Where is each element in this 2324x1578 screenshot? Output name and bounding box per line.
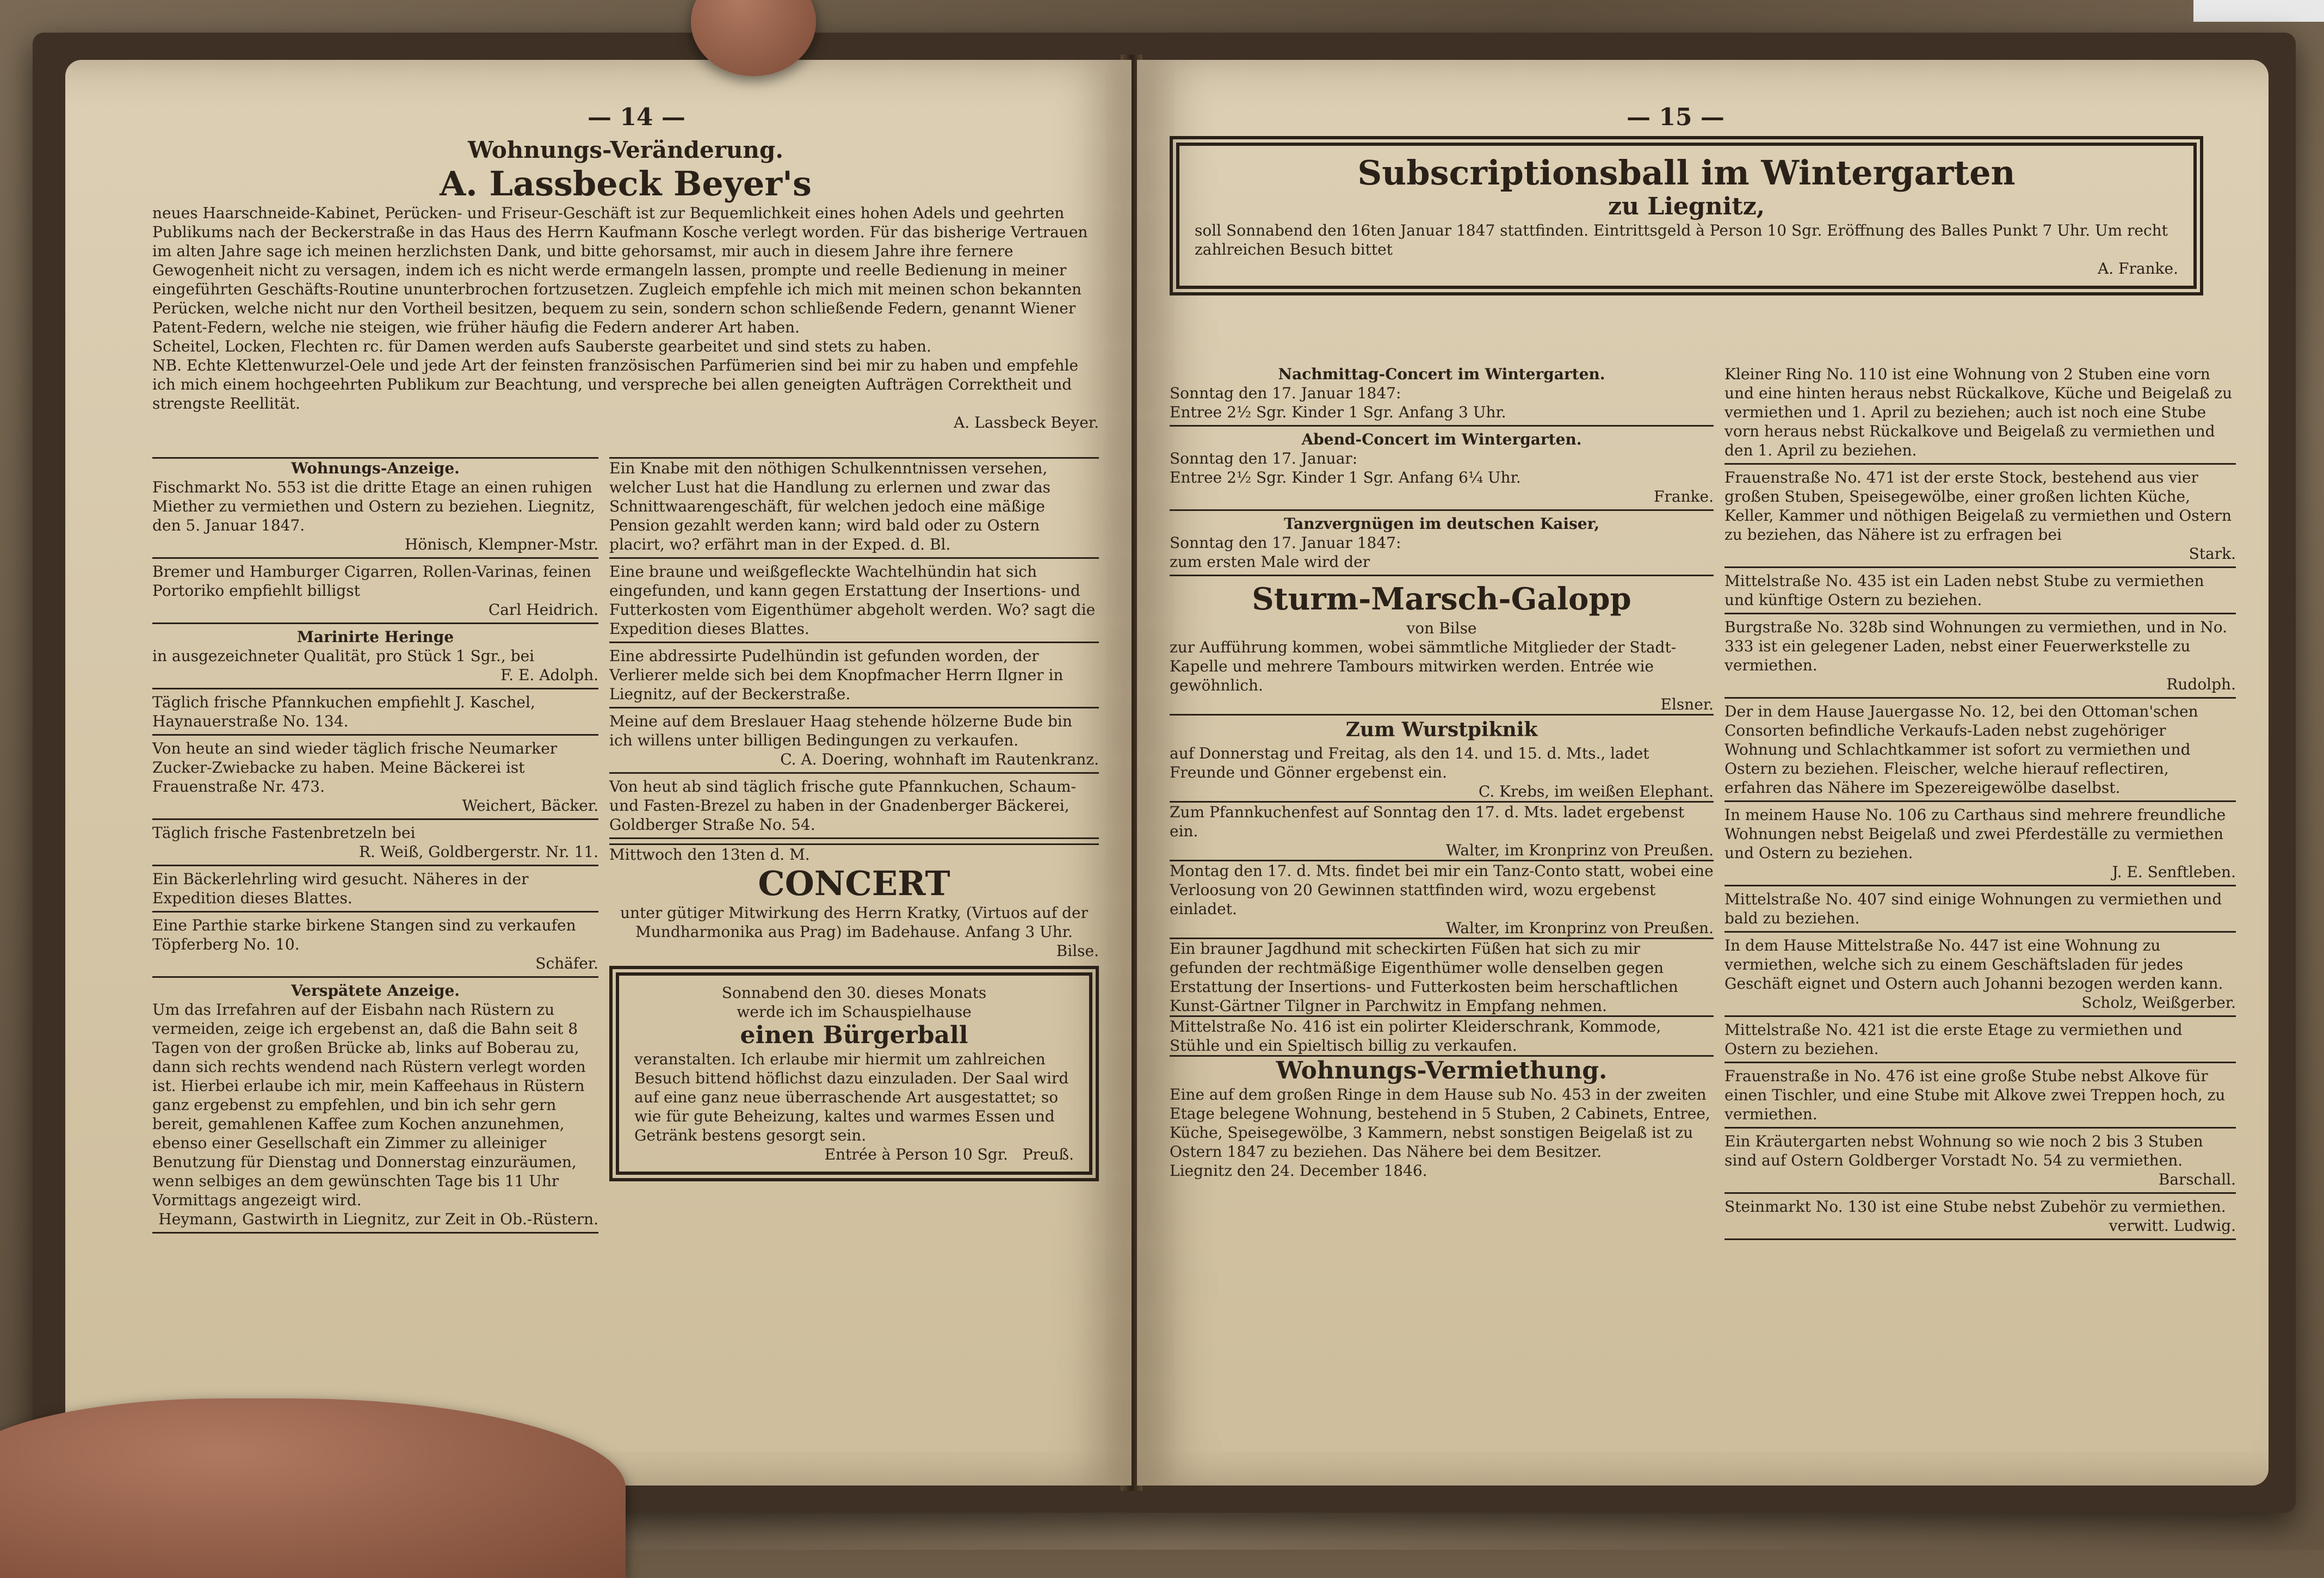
- ad-divider: [1725, 1127, 2236, 1129]
- ad-item: [152, 627, 598, 689]
- ad-sign: Stark.: [2189, 545, 2236, 563]
- ad-item: [1725, 365, 2236, 465]
- ad-text: Täglich frische Pfannkuchen empfiehlt J. Kaschel, Haynauerstraße No. 134.: [152, 693, 535, 730]
- ad-list: [1725, 365, 2236, 1240]
- ad-item: [1725, 1067, 2236, 1129]
- page-number: — 15 —: [1627, 103, 1725, 131]
- ad-text: Täglich frische Fastenbretzeln bei: [152, 824, 416, 842]
- left-column-1: [152, 457, 598, 1237]
- wurst-title: Zum Wurstpiknik: [1345, 718, 1538, 741]
- galopp-text: zur Aufführung kommen, wobei sämmtliche Mitglieder der Stadt-Kapelle und mehrere Tambours mitwirken werden. Entrée wie gewöhnlich.: [1170, 638, 1677, 694]
- ad-sign: C. A. Doering, wohnhaft im Rautenkranz.: [780, 750, 1099, 768]
- ad-title: Marinirte Heringe: [296, 628, 454, 646]
- ad-divider: [152, 688, 598, 689]
- hand: [0, 1398, 626, 1578]
- ad-title: Nachmittag-Concert im Wintergarten.: [1278, 365, 1605, 383]
- ad-divider: [1725, 463, 2236, 465]
- ad-item: [1725, 805, 2236, 886]
- paper-slip: [2193, 0, 2324, 22]
- ad-divider: [152, 818, 598, 820]
- concert-ad: [609, 845, 1099, 960]
- ad-divider: [1725, 1062, 2236, 1063]
- ad-text: Scheitel, Locken, Flechten rc. für Damen werden aufs Sauberste gearbeitet und sind stets zu haben.: [152, 337, 931, 355]
- ad-item: [1170, 430, 1714, 511]
- ad-item: [152, 693, 598, 736]
- ad-item: [609, 712, 1099, 774]
- ad-sign: F. E. Adolph.: [500, 666, 598, 684]
- ad-item: [152, 459, 598, 559]
- shop-name: A. Lassbeck Beyer's: [440, 164, 812, 204]
- rental-date: Liegnitz den 24. December 1846.: [1170, 1162, 1427, 1180]
- ad-divider: [1170, 425, 1714, 427]
- ad-divider: [1725, 1238, 2236, 1240]
- ad-sign: J. E. Senftleben.: [2112, 863, 2236, 881]
- ad-item: [152, 981, 598, 1234]
- ad-item: [1170, 514, 1714, 576]
- ad-divider: [1725, 1192, 2236, 1194]
- ad-item: [152, 823, 598, 866]
- page-number: — 14 —: [588, 103, 685, 131]
- ad-list: [1170, 365, 1714, 576]
- ad-divider: [152, 734, 598, 736]
- ad-title: Tanzvergnügen im deutschen Kaiser,: [1283, 515, 1600, 533]
- ad-item: [1170, 365, 1714, 427]
- ad-text: in ausgezeichneter Qualität, pro Stück 1 Sgr., bei: [152, 647, 535, 665]
- ad-divider: [609, 772, 1099, 774]
- ad-item: [1725, 468, 2236, 568]
- ad-divider: [152, 622, 598, 624]
- ball-signature: Preuß.: [1022, 1145, 1074, 1163]
- ad-title: Wohnungs-Anzeige.: [291, 459, 460, 477]
- concert-title: CONCERT: [758, 864, 950, 903]
- ball-line: Sonnabend den 30. dieses Monats: [721, 984, 987, 1002]
- rental-title: Wohnungs-Vermiethung.: [1276, 1057, 1608, 1084]
- ad-item: [1725, 702, 2236, 802]
- ad-text: Mittelstraße No. 435 ist ein Laden nebst Stube zu vermiethen und künftige Ostern zu beziehen.: [1725, 572, 2204, 609]
- ad-item: [152, 562, 598, 624]
- ad-divider: [1725, 697, 2236, 699]
- ad-divider: [609, 837, 1099, 839]
- ad-item: [1725, 1132, 2236, 1194]
- ad-divider: [152, 865, 598, 866]
- ad-body: Entree 2½ Sgr. Kinder 1 Sgr. Anfang 6¼ Uhr.: [1170, 469, 1521, 486]
- galopp-composer: von Bilse: [1406, 619, 1477, 637]
- ad-text: Mittelstraße No. 407 sind einige Wohnungen zu vermiethen und bald zu beziehen.: [1725, 890, 2222, 927]
- ad-text: In dem Hause Mittelstraße No. 447 ist eine Wohnung zu vermiethen, welche sich zu einem Geschäftsladen für jedes Geschäft eignet und Ostern auch Johanni bezogen werden kann.: [1725, 936, 2223, 993]
- ad-divider: [1725, 931, 2236, 933]
- ad-divider: [1725, 885, 2236, 886]
- ball-text: soll Sonnabend den 16ten Januar 1847 stattfinden. Eintrittsgeld à Person 10 Sgr. Eröffnung des Balles Punkt 7 Uhr. Um recht zahlreichen Besuch bittet: [1195, 221, 2168, 258]
- ad-text: NB. Echte Klettenwurzel-Oele und jede Art der feinsten französischen Parfümerien sind bei mir zu haben und empfehle ich mich einem hochgeehrten Publikum zur Beachtung, und verspreche bei allen geneigten Aufträgen Correktheit und strengste Reellität.: [152, 356, 1079, 412]
- ad-divider: [152, 1232, 598, 1234]
- ad-text: Mittelstraße No. 421 ist die erste Etage zu vermiethen und Ostern zu beziehen.: [1725, 1021, 2183, 1058]
- galopp-signature: Elsner.: [1660, 695, 1714, 713]
- ad-divider: [1170, 575, 1714, 576]
- ad-text: Frauenstraße No. 471 ist der erste Stock, bestehend aus vier großen Stuben, Speisegewölbe, einer großen lichten Küche, Keller, Kammer und nöthigen Beigelaß zu vermiethen und Ostern zu beziehen, das Nähere ist zu erfragen bei: [1725, 469, 2232, 544]
- ad-divider: [1725, 566, 2236, 568]
- ad-sign: Hönisch, Klempner-Mstr.: [404, 535, 598, 553]
- ad-list: [152, 459, 598, 1234]
- ad-item: [152, 739, 598, 820]
- ad-text: Sonntag den 17. Januar 1847:: [1170, 384, 1401, 402]
- shop-ad: [152, 136, 1099, 432]
- ad-item: [1725, 1020, 2236, 1063]
- ad-text: Steinmarkt No. 130 ist eine Stube nebst Zubehör zu vermiethen.: [1725, 1198, 2226, 1216]
- galopp-title: Sturm-Marsch-Galopp: [1252, 581, 1631, 617]
- ad-text: Ein Bäckerlehrling wird gesucht. Näheres in der Expedition dieses Blattes.: [152, 870, 529, 907]
- right-page: [1137, 60, 2269, 1485]
- ad-text: Um das Irrefahren auf der Eisbahn nach Rüstern zu vermeiden, zeige ich ergebenst an, daß die Bahn seit 8 Tagen von der großen Brücke ab, links auf Boberau zu, dann sich rechts wendend nach Rüstern verlegt worden ist. Hierbei erlaube ich mir, mein Kaffeehaus in Rüstern ganz ergebenst zu empfehlen, und bin ich sehr gern bereit, gemahlenen Kaffee zum Kochen anzunehmen, ebenso einer Gesellschaft ein Zimmer zu alleiniger Benutzung für Dienstag und Donnerstag einzuräumen, wenn selbiges an dem gewünschten Tage bis 11 Uhr Vormittags angezeigt wird.: [152, 1001, 586, 1209]
- ad-sign: Scholz, Weißgerber.: [2081, 994, 2236, 1012]
- ball-city: zu Liegnitz,: [1608, 193, 1765, 220]
- ad-divider: [609, 557, 1099, 559]
- ad-text: Bremer und Hamburger Cigarren, Rollen-Varinas, feinen Portoriko empfiehlt billigst: [152, 563, 591, 600]
- left-column-2: [609, 457, 1099, 1181]
- ad-divider: [609, 707, 1099, 708]
- ad-sign: Barschall.: [2158, 1170, 2236, 1188]
- ad-text: neues Haarschneide-Kabinet, Perücken- und Friseur-Geschäft ist zur Bequemlichkeit eines hohen Adels und geehrten Publikums nach der Beckerstraße in das Haus des Herrn Kaufmann Kosche verlegt worden. Für das bisherige Vertrauen im alten Jahre sage ich meinen herzlichsten Dank, und bitte gehorsamst, mir auch in diesem Jahre ihre fernere Gewogenheit nicht zu versagen, indem ich es nicht werde ermangeln lassen, prompte und reelle Bedienung in meiner eingeführten Geschäfts-Routine ununterbrochen fortzusetzen. Zugleich empfehle ich mich mit meinen schon bekannten Perücken, welche nicht nur den Vortheil besitzen, bequem zu sein, sondern schon schließende Federn, genannt Wiener Patent-Federn, welche nie steigen, wie früher häufig die Federn anderer Art haben.: [152, 204, 1088, 336]
- left-page: [65, 60, 1132, 1485]
- ad-text: Sonntag den 17. Januar 1847:: [1170, 534, 1401, 552]
- ad-item: [609, 646, 1099, 708]
- ad-divider: [609, 642, 1099, 643]
- tanz-text: Montag den 17. d. Mts. findet bei mir ein Tanz-Conto statt, wobei eine Verloosung von 20 Gewinnen stattfinden wird, wozu ergebenst einladet.: [1170, 862, 1714, 918]
- ad-text: Eine abdressirte Pudelhündin ist gefunden worden, der Verlierer melde sich bei dem Knopfmacher Herrn Ilgner in Liegnitz, auf der Beckerstraße.: [609, 647, 1064, 703]
- ad-text: Eine Parthie starke birkene Stangen sind zu verkaufen Töpferberg No. 10.: [152, 916, 576, 953]
- ad-sign: verwitt. Ludwig.: [2109, 1217, 2236, 1235]
- ad-text: Der in dem Hause Jauergasse No. 12, bei den Ottoman'schen Consorten befindliche Verkaufs-Laden nebst zugehöriger Wohnung und Schlachtkammer ist sofort zu vermiethen und Ostern zu beziehen. Fleischer, welche hierauf reflectiren, erfahren das Nähere im Spezereigewölbe daselbst.: [1725, 702, 2198, 797]
- ad-text: In meinem Hause No. 106 zu Carthaus sind mehrere freundliche Wohnungen nebst Beigelaß und zwei Pferdeställe zu vermiethen und Ostern zu beziehen.: [1725, 806, 2226, 862]
- tanz-signature: Walter, im Kronprinz von Preußen.: [1445, 919, 1714, 937]
- ad-text: Ein Knabe mit den nöthigen Schulkenntnissen versehen, welcher Lust hat die Handlung zu erlernen und zwar das Schnittwaarengeschäft, für welchen jedoch eine mäßige Pension gezahlt werden kann; wird bald oder zu Ostern placirt, wo? erfährt man in der Exped. d. Bl.: [609, 459, 1051, 553]
- ad-sign: Rudolph.: [2166, 675, 2236, 693]
- right-column-1: [1170, 365, 1714, 1180]
- ad-divider: [152, 911, 598, 913]
- ad-signature: A. Lassbeck Beyer.: [954, 414, 1099, 432]
- ad-sign: Franke.: [1654, 488, 1714, 506]
- ad-sign: R. Weiß, Goldbergerstr. Nr. 11.: [359, 843, 598, 861]
- ad-body: Entree 2½ Sgr. Kinder 1 Sgr. Anfang 3 Uhr.: [1170, 403, 1506, 421]
- ball-title: Subscriptionsball im Wintergarten: [1357, 153, 2016, 193]
- ad-item: [1725, 618, 2236, 699]
- ad-item: [609, 777, 1099, 839]
- ad-divider: [1725, 613, 2236, 614]
- ad-title: Abend-Concert im Wintergarten.: [1301, 430, 1582, 448]
- ad-item: [1725, 1197, 2236, 1240]
- ad-text: Kleiner Ring No. 110 ist eine Wohnung von 2 Stuben eine vorn und eine hinten heraus nebst Rückalkove, Küche und Beigelaß zu vermiethen und 1. April zu beziehen; auch ist noch eine Stube vorn heraus nebst Rückalkove und Beigelaß zu vermiethen und den 1. April zu beziehen.: [1725, 365, 2233, 459]
- furniture-text: Mittelstraße No. 416 ist ein polirter Kleiderschrank, Kommode, Stühle und ein Spieltisch billig zu verkaufen.: [1170, 1018, 1661, 1055]
- concert-date: Mittwoch den 13ten d. M.: [609, 846, 810, 864]
- ad-sign: Heymann, Gastwirth in Liegnitz, zur Zeit in Ob.-Rüstern.: [158, 1210, 598, 1228]
- ball-ad: [609, 966, 1099, 1181]
- ad-item: [1725, 890, 2236, 933]
- ball-line: werde ich im Schauspielhause: [737, 1003, 972, 1021]
- dog-text: Ein brauner Jagdhund mit scheckirten Füßen hat sich zu mir gefunden der rechtmäßige Eigenthümer wolle denselben gegen Erstattung der Insertions- und Futterkosten beim herschaftlichen Kunst-Gärtner Tilgner in Parchwitz in Empfang nehmen.: [1170, 940, 1678, 1015]
- ad-body: zum ersten Male wird der: [1170, 553, 1370, 571]
- ad-item: [609, 562, 1099, 643]
- ad-divider: [152, 557, 598, 559]
- ad-text: Sonntag den 17. Januar:: [1170, 449, 1358, 467]
- wurst-signature: C. Krebs, im weißen Elephant.: [1478, 782, 1714, 800]
- ad-text: Ein Kräutergarten nebst Wohnung so wie noch 2 bis 3 Stuben sind auf Ostern Goldberger Vorstadt No. 54 zu vermiethen.: [1725, 1132, 2203, 1169]
- ad-text: Frauenstraße in No. 476 ist eine große Stube nebst Alkove für einen Tischler, und eine Stube mit Alkove zwei Treppen hoch, zu vermiethen.: [1725, 1067, 2226, 1123]
- ad-text: Meine auf dem Breslauer Haag stehende hölzerne Bude bin ich willens unter billigen Bedingungen zu verkaufen.: [609, 712, 1072, 749]
- ball-signature: A. Franke.: [2098, 260, 2178, 278]
- ad-text: Fischmarkt No. 553 ist die dritte Etage an einen ruhigen Miether zu vermiethen und Ostern zu beziehen. Liegnitz, den 5. Januar 1847.: [152, 478, 595, 534]
- wurst-text: auf Donnerstag und Freitag, als den 14. und 15. d. Mts., ladet Freunde und Gönner ergebenst ein.: [1170, 744, 1649, 781]
- subscription-ball-ad: [1170, 136, 2203, 295]
- ad-item: [1725, 571, 2236, 614]
- ad-item: [1725, 936, 2236, 1017]
- ad-divider: [152, 976, 598, 978]
- rental-text: Eine auf dem großen Ringe in dem Hause sub No. 453 in der zweiten Etage belegene Wohnung, bestehend in 5 Stuben, 2 Cabinets, Entree, Küche, Speisegewölbe, 3 Kammern, nebst sonstigen Beigelaß ist zu Ostern 1847 zu beziehen. Das Nähere bei dem Besitzer.: [1170, 1086, 1710, 1161]
- ball-title: einen Bürgerball: [740, 1021, 968, 1049]
- ad-item: [609, 459, 1099, 559]
- pfann-signature: Walter, im Kronprinz von Preußen.: [1445, 841, 1714, 859]
- ad-text: Von heut ab sind täglich frische gute Pfannkuchen, Schaum- und Fasten-Brezel zu haben in der Gnadenberger Bäckerei, Goldberger Straße No. 54.: [609, 778, 1076, 834]
- ad-item: [152, 916, 598, 978]
- ad-sign: Weichert, Bäcker.: [462, 797, 598, 815]
- ad-divider: [1725, 1015, 2236, 1017]
- ad-list: [609, 459, 1099, 839]
- pfann-text: Zum Pfannkuchenfest auf Sonntag den 17. d. Mts. ladet ergebenst ein.: [1170, 803, 1685, 840]
- ad-title: Verspätete Anzeige.: [290, 982, 460, 1000]
- ad-divider: [1170, 509, 1714, 511]
- ball-text: veranstalten. Ich erlaube mir hiermit um zahlreichen Besuch bittend höflichst dazu einzuladen. Der Saal wird auf eine ganz neue überraschende Art ausgestattet; so wie für gute Beheizung, kaltes und warmes Essen und Getränk bestens gesorgt sein.: [634, 1050, 1069, 1144]
- ball-entry: Entrée à Person 10 Sgr.: [824, 1145, 1008, 1163]
- concert-signature: Bilse.: [1056, 942, 1099, 960]
- right-column-2: [1725, 365, 2236, 1243]
- ad-text: Burgstraße No. 328b sind Wohnungen zu vermiethen, und in No. 333 ist ein gelegener Laden, nebst einer Feuerwerkstelle zu vermiethen.: [1725, 618, 2227, 674]
- ad-divider: [1725, 800, 2236, 802]
- concert-text: unter gütiger Mitwirkung des Herrn Kratky, (Virtuos auf der Mundharmonika aus Prag) im Badehause. Anfang 3 Uhr.: [620, 904, 1088, 941]
- ad-heading: Wohnungs-Veränderung.: [468, 137, 783, 163]
- ad-item: [152, 870, 598, 913]
- ad-text: Von heute an sind wieder täglich frische Neumarker Zucker-Zwiebacke zu haben. Meine Bäckerei ist Frauenstraße Nr. 473.: [152, 739, 558, 796]
- ad-sign: Schäfer.: [535, 954, 598, 972]
- ad-sign: Carl Heidrich.: [488, 601, 598, 619]
- ad-text: Eine braune und weißgefleckte Wachtelhündin hat sich eingefunden, und kann gegen Erstattung der Insertions- und Futterkosten vom Eigenthümer abgeholt werden. Wo? sagt die Expedition dieses Blattes.: [609, 563, 1096, 638]
